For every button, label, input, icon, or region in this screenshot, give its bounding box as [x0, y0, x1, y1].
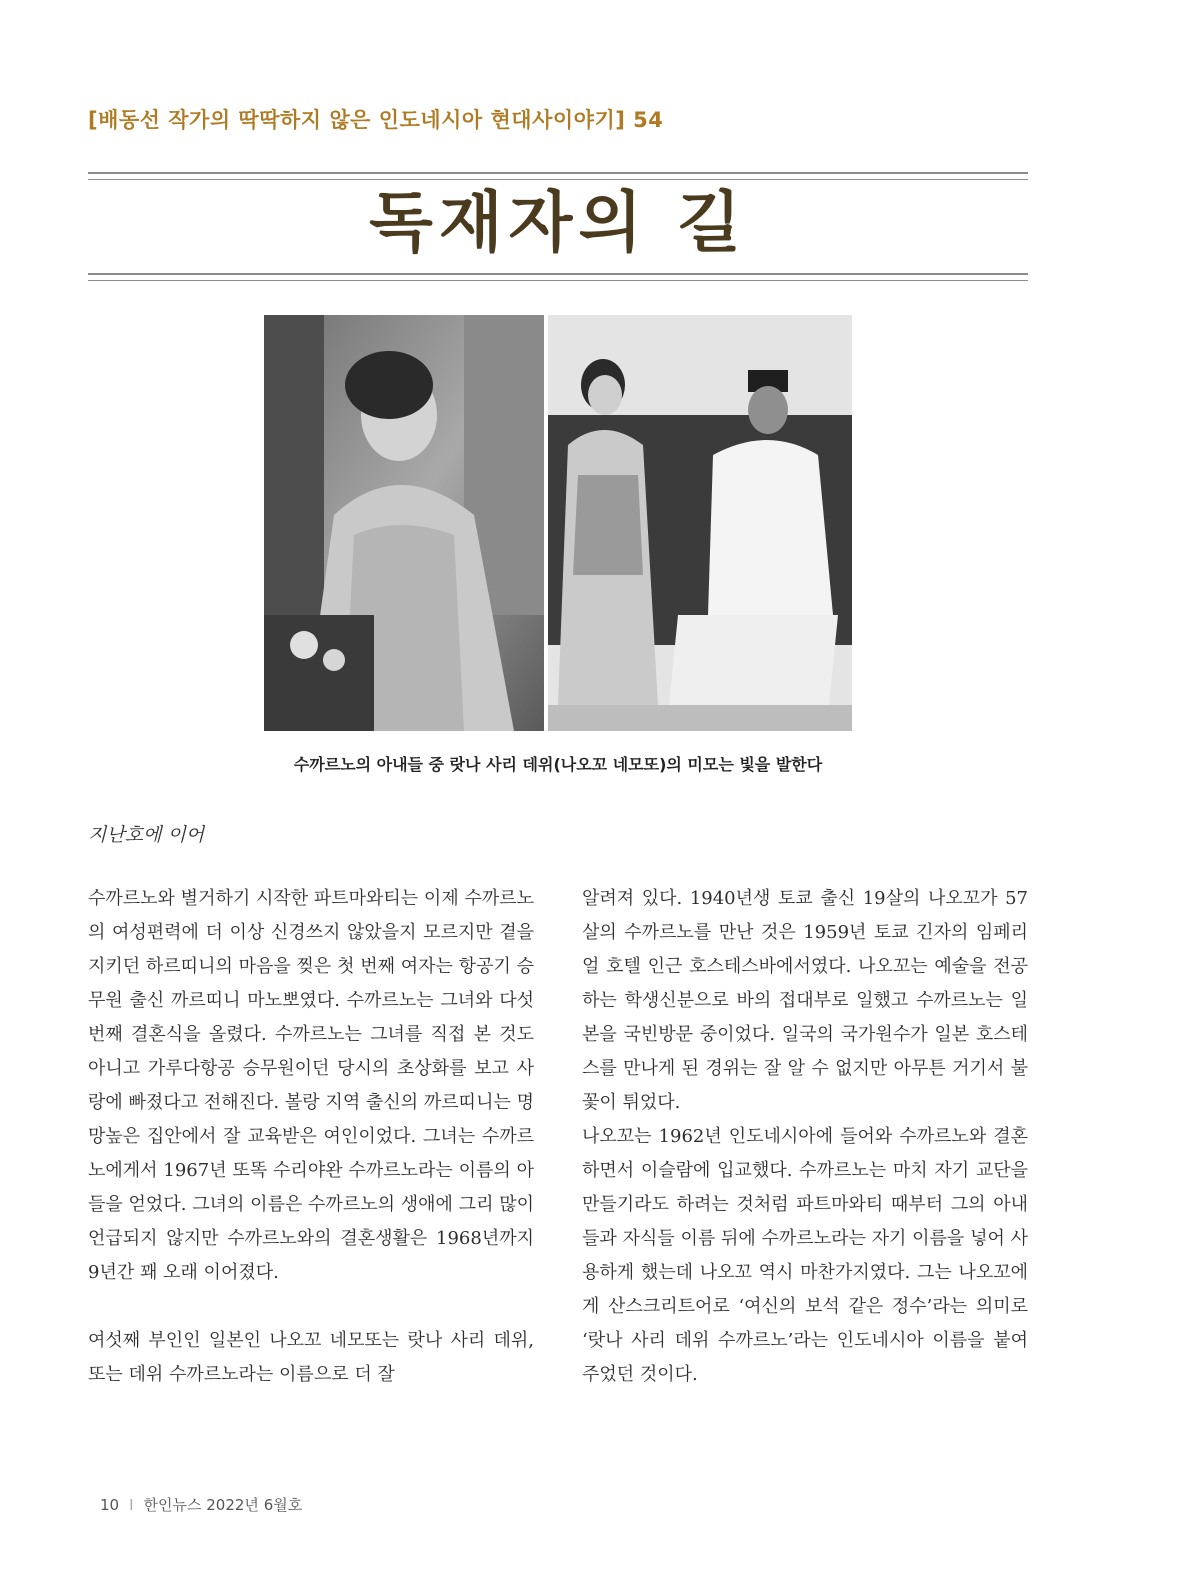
page-footer [100, 1494, 302, 1515]
article-title: 독재자의 길 [369, 184, 747, 261]
photo-couple [548, 315, 852, 731]
footer-separator: I [129, 1496, 134, 1514]
page-number: 10 [100, 1496, 120, 1514]
figure-caption: 수까르노의 아내들 중 랏나 사리 데위(나오꼬 네모또)의 미모는 빛을 발한다 [293, 755, 823, 774]
paragraph: 여섯째 부인인 일본인 나오꼬 네모또는 랏나 사리 데위, 또는 데위 수까르노라는 이름으로 더 잘 [88, 1330, 534, 1385]
continued-note: 지난호에 이어 [88, 824, 205, 846]
paragraph: 알려져 있다. 1940년생 토쿄 출신 19살의 나오꼬가 57살의 수까르노를 만난 것은 1959년 토쿄 긴자의 임페리얼 호텔 인근 호스테스바에서였다. 나오꼬는 예술을 전공하는 학생신분으로 바의 접대부로 일했고 수까르노는 일본을 국빈방문 중이었다. 일국의 국가원수가 일본 호스테스를 만나게 된 경위는 잘 알 수 없지만 아무튼 거기서 불꽃이 튀었다. [582, 888, 1028, 1113]
article-column-left [88, 882, 534, 1392]
article-column-right [582, 882, 1028, 1392]
paragraph: 나오꼬는 1962년 인도네시아에 들어와 수까르노와 결혼하면서 이슬람에 입교했다. 수까르노는 마치 자기 교단을 만들기라도 하려는 것처럼 파트마와티 때부터 그의 아내들과 자식들 이름 뒤에 수까르노라는 자기 이름을 넣어 사용하게 했는데 나오꼬 역시 마찬가지였다. 그는 나오꼬에게 산스크리트어로 ‘여신의 보석 같은 정수’라는 의미로 ‘랏나 사리 데위 수까르노’라는 인도네시아 이름을 붙여 주었던 것이다. [582, 1126, 1028, 1385]
title-bottom-rule [88, 273, 1028, 281]
paragraph: 수까르노와 별거하기 시작한 파트마와티는 이제 수까르노의 여성편력에 더 이상 신경쓰지 않았을지 모르지만 곁을 지키던 하르띠니의 마음을 찢은 첫 번째 여자는 항공기 승무원 출신 까르띠니 마노뽀였다. 수까르노는 그녀와 다섯 번째 결혼식을 올렸다. 수까르노는 그녀를 직접 본 것도 아니고 가루다항공 승무원이던 당시의 초상화를 보고 사랑에 빠졌다고 전해진다. 볼랑 지역 출신의 까르띠니는 명망높은 집안에서 잘 교육받은 여인이었다. 그녀는 수까르노에게서 1967년 또똑 수리야완 수까르노라는 이름의 아들을 얻었다. 그녀의 이름은 수까르노의 생애에 그리 많이 언급되지 않지만 수까르노와의 결혼생활은 1968년까지 9년간 꽤 오래 이어졌다. [88, 888, 534, 1283]
publication-name: 한인뉴스 2022년 6월호 [143, 1496, 303, 1514]
series-title: [배동선 작가의 딱딱하지 않은 인도네시아 현대사이야기] 54 [88, 108, 664, 132]
photo-portrait-woman [264, 315, 544, 731]
